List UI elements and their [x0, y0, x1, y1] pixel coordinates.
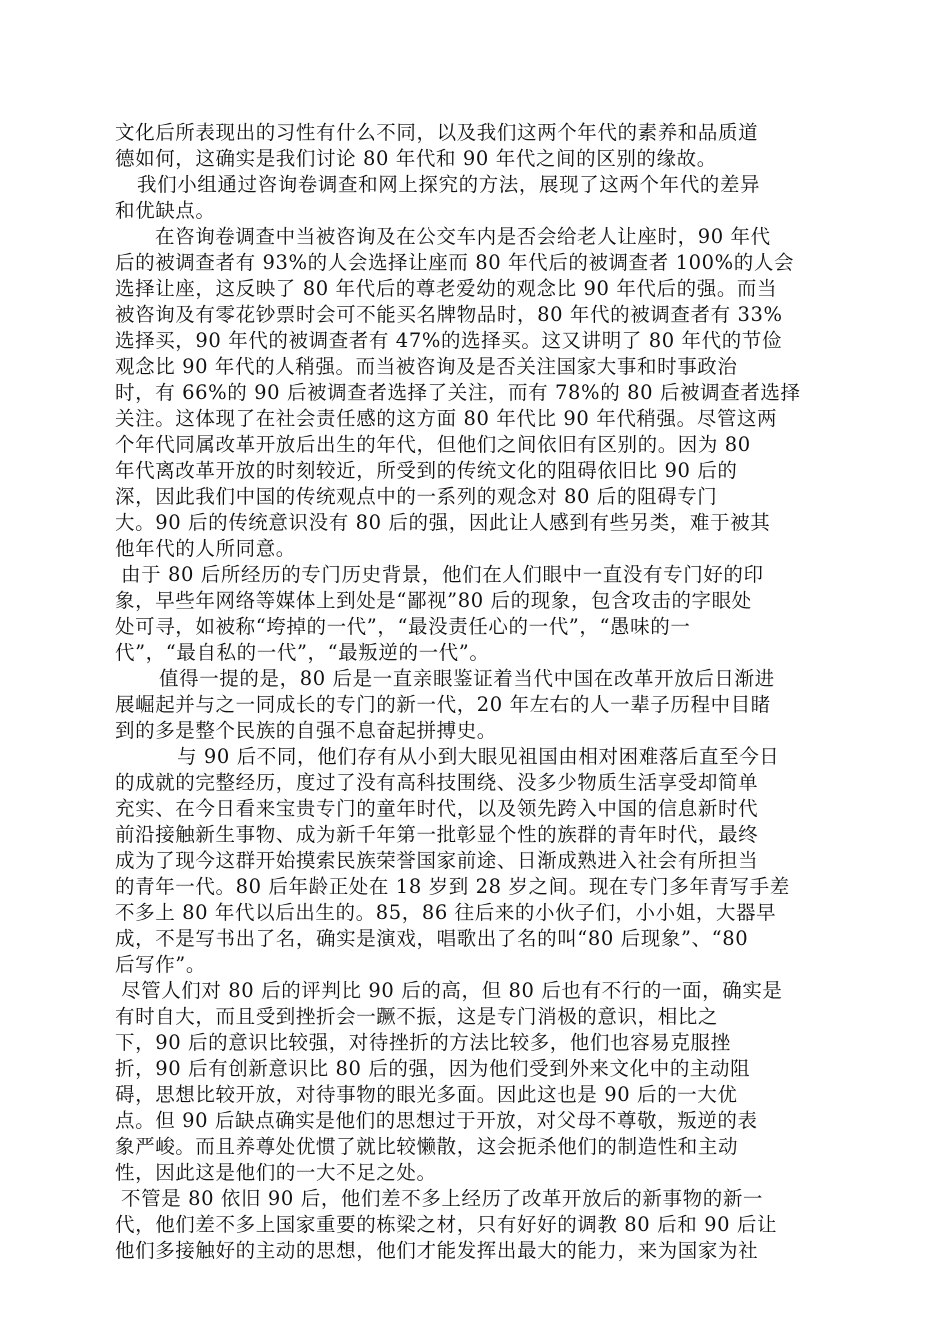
text-line: 下，90 后的意识比较强，对待挫折的方法比较多，他们也容易克服挫	[115, 1031, 731, 1054]
text-line: 后的被调查者有 93%的人会选择让座而 80 年代后的被调查者 100%的人会	[115, 251, 795, 274]
text-line: 后写作”。	[115, 953, 206, 976]
text-line: 到的多是整个民族的自强不息奋起拼搏史。	[115, 719, 497, 742]
text-line: 关注。这体现了在社会责任感的这方面 80 年代比 90 年代稍强。尽管这两	[115, 407, 778, 430]
text-line: 他年代的人所同意。	[115, 537, 296, 560]
text-line: 年代离改革开放的时刻较近，所受到的传统文化的阻碍依旧比 90 后的	[115, 459, 738, 482]
text-line: 处可寻，如被称“垮掉的一代”，“最没责任心的一代”，“愚味的一	[115, 615, 691, 638]
text-line: 他们多接触好的主动的思想，他们才能发挥出最大的能力，来为国家为社	[115, 1239, 759, 1262]
text-line: 点。但 90 后缺点确实是他们的思想过于开放，对父母不尊敬，叛逆的表	[115, 1109, 758, 1132]
text-line: 与 90 后不同，他们存有从小到大眼见祖国由相对困难落后直至今日	[177, 745, 780, 768]
text-line: 深，因此我们中国的传统观点中的一系列的观念对 80 后的阻碍专门	[115, 485, 718, 508]
text-line: 性，因此这是他们的一大不足之处。	[115, 1161, 437, 1184]
text-line: 有时自大，而且受到挫折会一蹶不振，这是专门消极的意识，相比之	[115, 1005, 719, 1028]
text-line: 代，他们差不多上国家重要的栋梁之材，只有好好的调教 80 后和 90 后让	[115, 1213, 778, 1236]
text-line: 的青年一代。80 后年龄正处在 18 岁到 28 岁之间。现在专门多年青写手差	[115, 875, 790, 898]
text-line: 前沿接触新生事物、成为新千年第一批彰显个性的族群的青年时代，最终	[115, 823, 759, 846]
text-line: 不多上 80 年代以后出生的。85，86 往后来的小伙子们，小小姐，大器早	[115, 901, 777, 924]
text-line: 值得一提的是，80 后是一直亲眼鉴证着当代中国在改革开放后日渐进	[159, 667, 775, 690]
text-line: 选择让座，这反映了 80 年代后的尊老爱幼的观念比 90 年代后的强。而当	[115, 277, 778, 300]
text-line: 个年代同属改革开放后出生的年代，但他们之间依旧有区别的。因为 80	[115, 433, 751, 456]
text-line: 充实、在今日看来宝贵专门的童年时代，以及领先跨入中国的信息新时代	[115, 797, 759, 820]
text-line: 展崛起并与之一同成长的专门的新一代，20 年左右的人一辈子历程中目睹	[115, 693, 771, 716]
text-line: 观念比 90 年代的人稍强。而当被咨询及是否关注国家大事和时事政治	[115, 355, 738, 378]
text-line: 被咨询及有零花钞票时会可不能买名牌物品时，80 年代的被调查者有 33%	[115, 303, 783, 326]
text-line: 象严峻。而且养尊处优惯了就比较懒散，这会扼杀他们的制造性和主动	[115, 1135, 739, 1158]
text-line: 成，不是写书出了名，确实是演戏，唱歌出了名的叫“80 后现象”、“80	[115, 927, 749, 950]
text-line: 和优缺点。	[115, 199, 216, 222]
text-line: 代”，“最自私的一代”，“最叛逆的一代”。	[115, 641, 490, 664]
text-line: 德如何，这确实是我们讨论 80 年代和 90 年代之间的区别的缘故。	[115, 147, 717, 170]
text-line: 在咨询卷调查中当被咨询及在公交车内是否会给老人让座时，90 年代	[155, 225, 771, 248]
text-line: 的成就的完整经历，度过了没有高科技围绕、没多少物质生活享受却简单	[115, 771, 759, 794]
text-line: 时，有 66%的 90 后被调查者选择了关注，而有 78%的 80 后被调查者选择	[115, 381, 801, 404]
body-text	[115, 120, 835, 1264]
text-line: 折，90 后有创新意识比 80 后的强，因为他们受到外来文化中的主动阻	[115, 1057, 751, 1080]
text-line: 尽管人们对 80 后的评判比 90 后的高，但 80 后也有不行的一面，确实是	[121, 979, 783, 1002]
text-line: 文化后所表现出的习性有什么不同，以及我们这两个年代的素养和品质道	[115, 121, 759, 144]
text-line: 不管是 80 依旧 90 后，他们差不多上经历了改革开放后的新事物的新一	[121, 1187, 764, 1210]
text-line: 象，早些年网络等媒体上到处是“鄙视”80 后的现象，包含攻击的字眼处	[115, 589, 752, 612]
text-line: 碍，思想比较开放，对待事物的眼光多面。因此这也是 90 后的一大优	[115, 1083, 738, 1106]
text-line: 成为了现今这群开始摸索民族荣誉国家前途、日渐成熟进入社会有所担当	[115, 849, 759, 872]
text-line: 选择买，90 年代的被调查者有 47%的选择买。这又讲明了 80 年代的节俭	[115, 329, 783, 352]
text-line: 由于 80 后所经历的专门历史背景，他们在人们眼中一直没有专门好的印	[121, 563, 764, 586]
text-line: 大。90 后的传统意识没有 80 后的强，因此让人感到有些另类，难于被其	[115, 511, 771, 534]
text-line: 我们小组通过咨询卷调查和网上探究的方法，展现了这两个年代的差异	[137, 173, 761, 196]
